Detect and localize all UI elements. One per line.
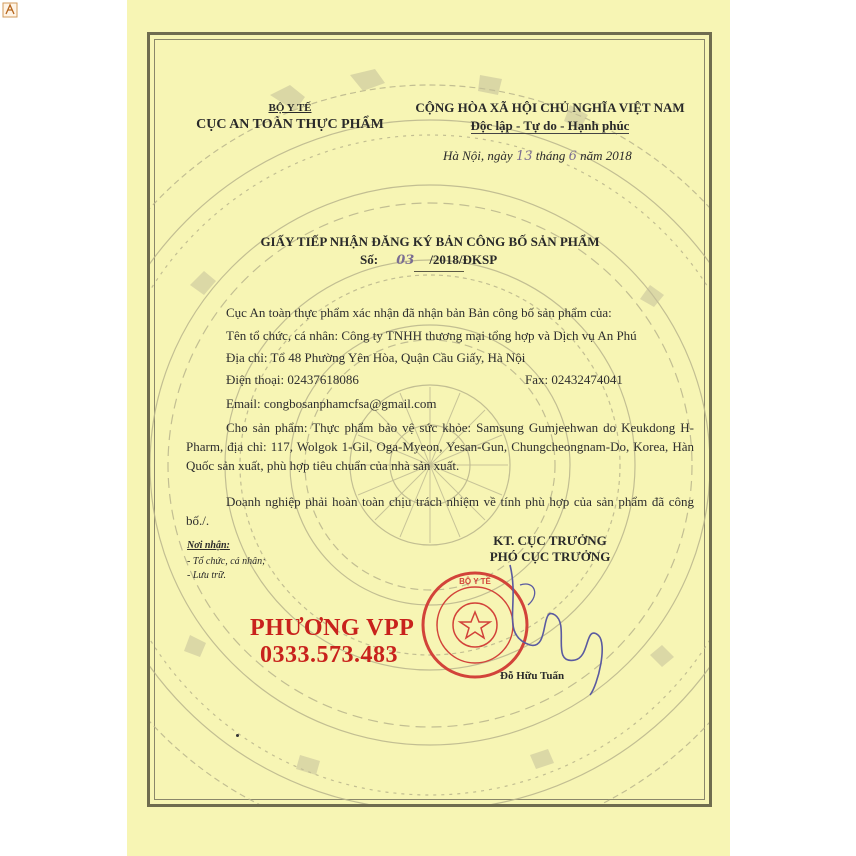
email-line: Email: congbosanphamcfsa@gmail.com (226, 396, 437, 411)
national-motto: Độc lập - Tự do - Hạnh phúc (470, 118, 630, 133)
date-day: 13 (515, 149, 533, 164)
organization-line: Tên tổ chức, cá nhân: Công ty TNHH thương mại tổng hợp và Dịch vụ An Phú (226, 328, 637, 343)
corner-logo-icon (2, 2, 18, 18)
watermark-phone: 0333.573.483 (260, 642, 398, 668)
recipients-heading: Nơi nhận: (187, 540, 230, 551)
signer-name: Đỗ Hữu Tuấn (500, 670, 565, 682)
signature-title-2: PHÓ CỤC TRƯỞNG (489, 549, 611, 564)
signature-title-1: KT. CỤC TRƯỞNG (493, 533, 607, 548)
place-date: Hà Nội, ngày 13 tháng 6 năm 2018 (443, 148, 632, 164)
recipient-item: - Lưu trữ. (187, 570, 226, 581)
ink-dot (236, 734, 239, 737)
ministry-label: BỘ Y TẾ (268, 102, 312, 114)
phone-line: Điện thoại: 02437618086 (226, 372, 359, 387)
document-number: Số: 03 /2018/ĐKSP (360, 252, 498, 268)
date-month: 6 (568, 149, 577, 164)
responsibility-paragraph: Doanh nghiệp phải hoàn toàn chịu trách nhiệm về tính phù hợp của sản phẩm đã công bố./. (186, 494, 694, 528)
svg-text:BỘ Y TẾ: BỘ Y TẾ (459, 577, 491, 586)
republic-heading: CỘNG HÒA XÃ HỘI CHỦ NGHĨA VIỆT NAM (415, 100, 685, 115)
address-line: Địa chỉ: Tổ 48 Phường Yên Hòa, Quận Cầu Giấy, Hà Nội (226, 350, 526, 365)
product-paragraph: Cho sản phẩm: Thực phẩm bảo vệ sức khỏe: Samsung Gumjeehwan do Keukdong H-Pharm, địa chỉ: 117, Wolgok 1-Gil, Oga-Myeon, Yesan-Gun, Chungcheongnam-Do, Korea, Hàn Quốc sản xuất, phù hợp tiêu chuẩn của nhà sản xuất. (186, 420, 694, 473)
number-value: 03 (396, 253, 415, 268)
agency-name: CỤC AN TOÀN THỰC PHẨM (196, 117, 384, 132)
intro-text: Cục An toàn thực phẩm xác nhận đã nhận bản Bản công bố sản phẩm của: (226, 305, 612, 320)
recipient-item: - Tổ chức, cá nhân; (187, 556, 266, 567)
document-title: GIẤY TIẾP NHẬN ĐĂNG KÝ BẢN CÔNG BỐ SẢN PHẨM (260, 234, 600, 249)
watermark-shop-name: PHƯƠNG VPP (250, 615, 415, 641)
title-underline (414, 271, 464, 272)
fax-line: Fax: 02432474041 (525, 372, 623, 387)
